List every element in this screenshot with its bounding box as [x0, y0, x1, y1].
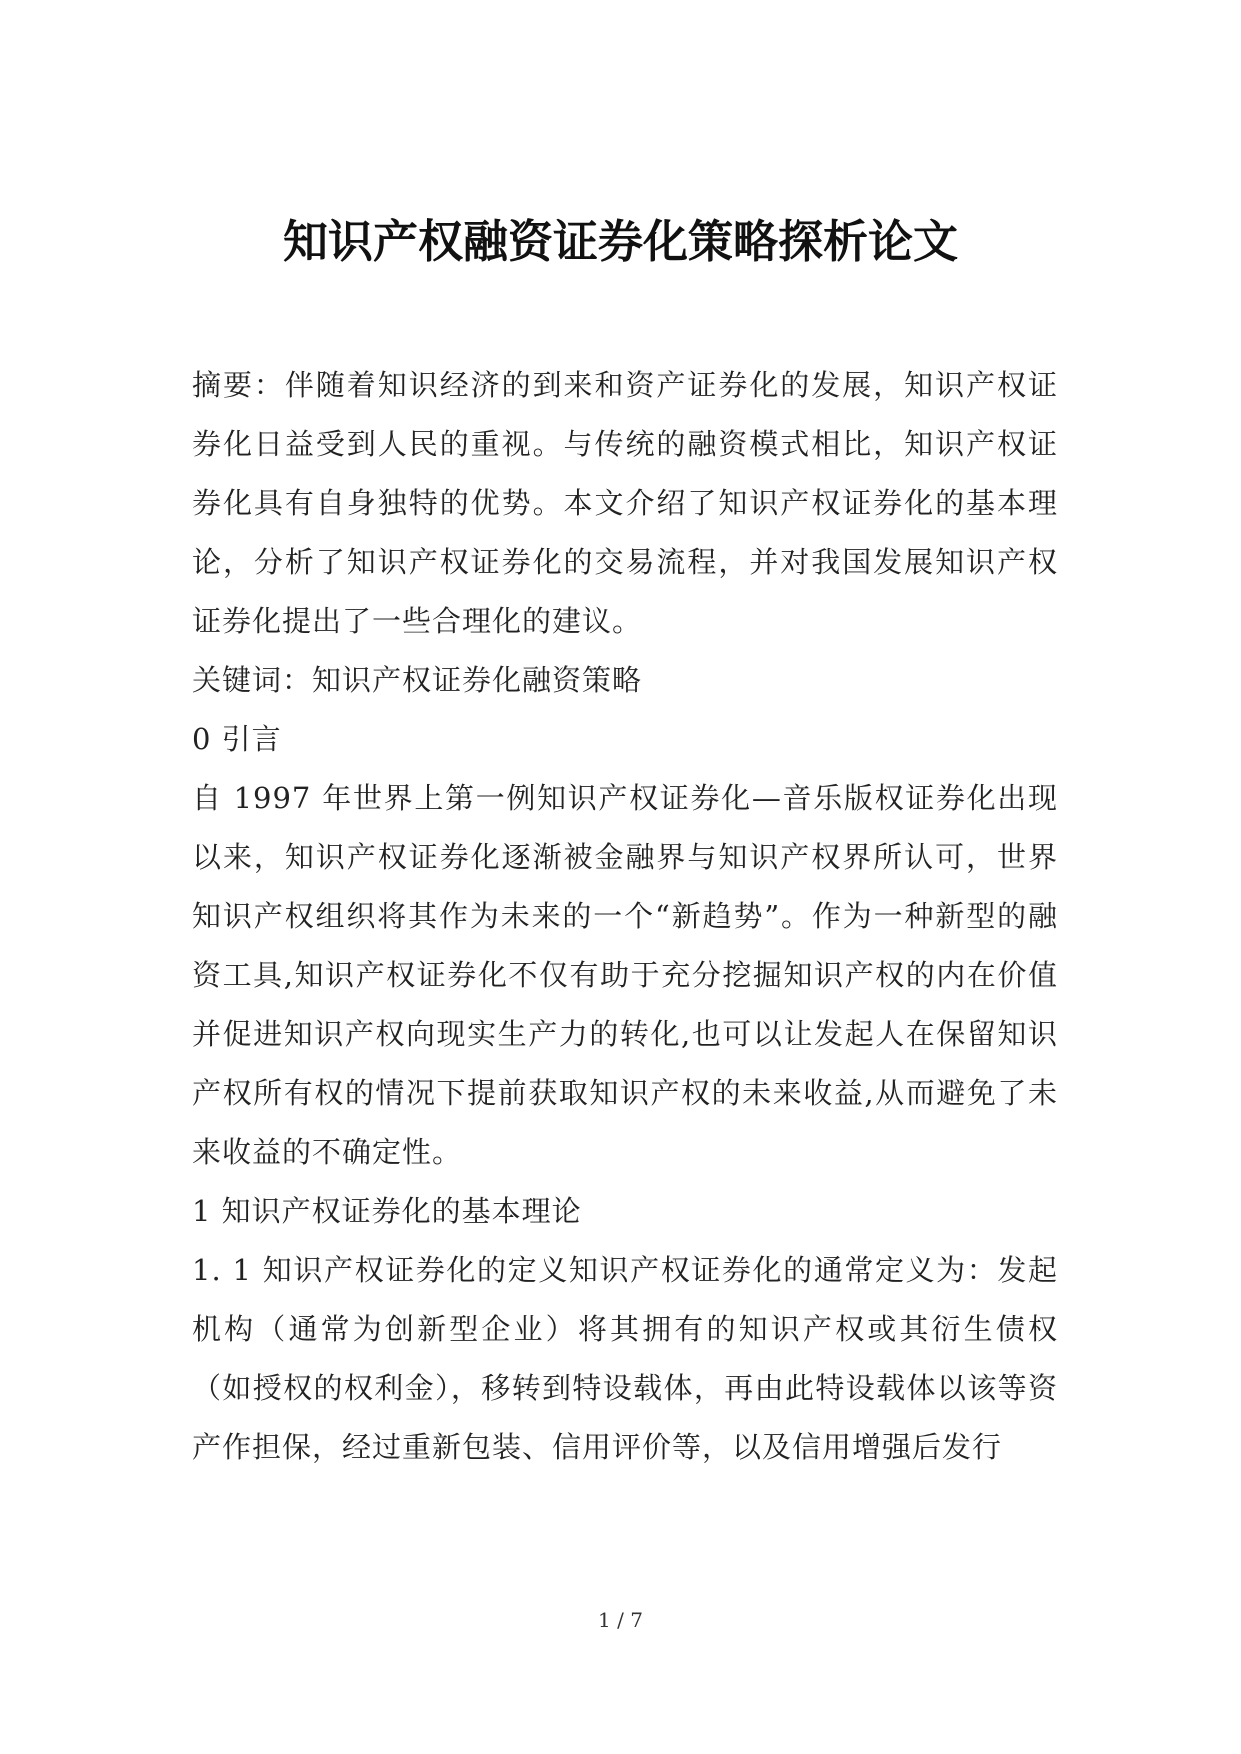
document-body [192, 356, 1058, 1477]
document-title: 知识产权融资证券化策略探析论文 [282, 215, 958, 268]
definition-paragraph: 1. 1 知识产权证券化的定义知识产权证券化的通常定义为：发起机构（通常为创新型企业）将其拥有的知识产权或其衍生债权（如授权的权利金），移转到特设载体，再由此特设载体以该等资产作担保，经过重新包装、信用评价等，以及信用增强后发行 [192, 1253, 1058, 1464]
abstract-paragraph: 摘要：伴随着知识经济的到来和资产证券化的发展，知识产权证券化日益受到人民的重视。与传统的融资模式相比，知识产权证券化具有自身独特的优势。本文介绍了知识产权证券化的基本理论，分析了知识产权证券化的交易流程，并对我国发展知识产权证券化提出了一些合理化的建议。 [192, 368, 1058, 638]
introduction-paragraph: 自 1997 年世界上第一例知识产权证券化—音乐版权证券化出现以来，知识产权证券化逐渐被金融界与知识产权界所认可，世界知识产权组织将其作为未来的一个“新趋势”。作为一种新型的融资工具,知识产权证券化不仅有助于充分挖掘知识产权的内在价值并促进知识产权向现实生产力的转化,也可以让发起人在保留知识产权所有权的情况下提前获取知识产权的未来收益,从而避免了未来收益的不确定性。 [192, 781, 1058, 1169]
section-heading-introduction: 0 引言 [192, 722, 282, 756]
page-number: 1 / 7 [598, 1608, 643, 1632]
keywords-paragraph: 关键词：知识产权证券化融资策略 [192, 663, 643, 697]
section-heading-basic-theory: 1 知识产权证券化的基本理论 [192, 1194, 582, 1228]
